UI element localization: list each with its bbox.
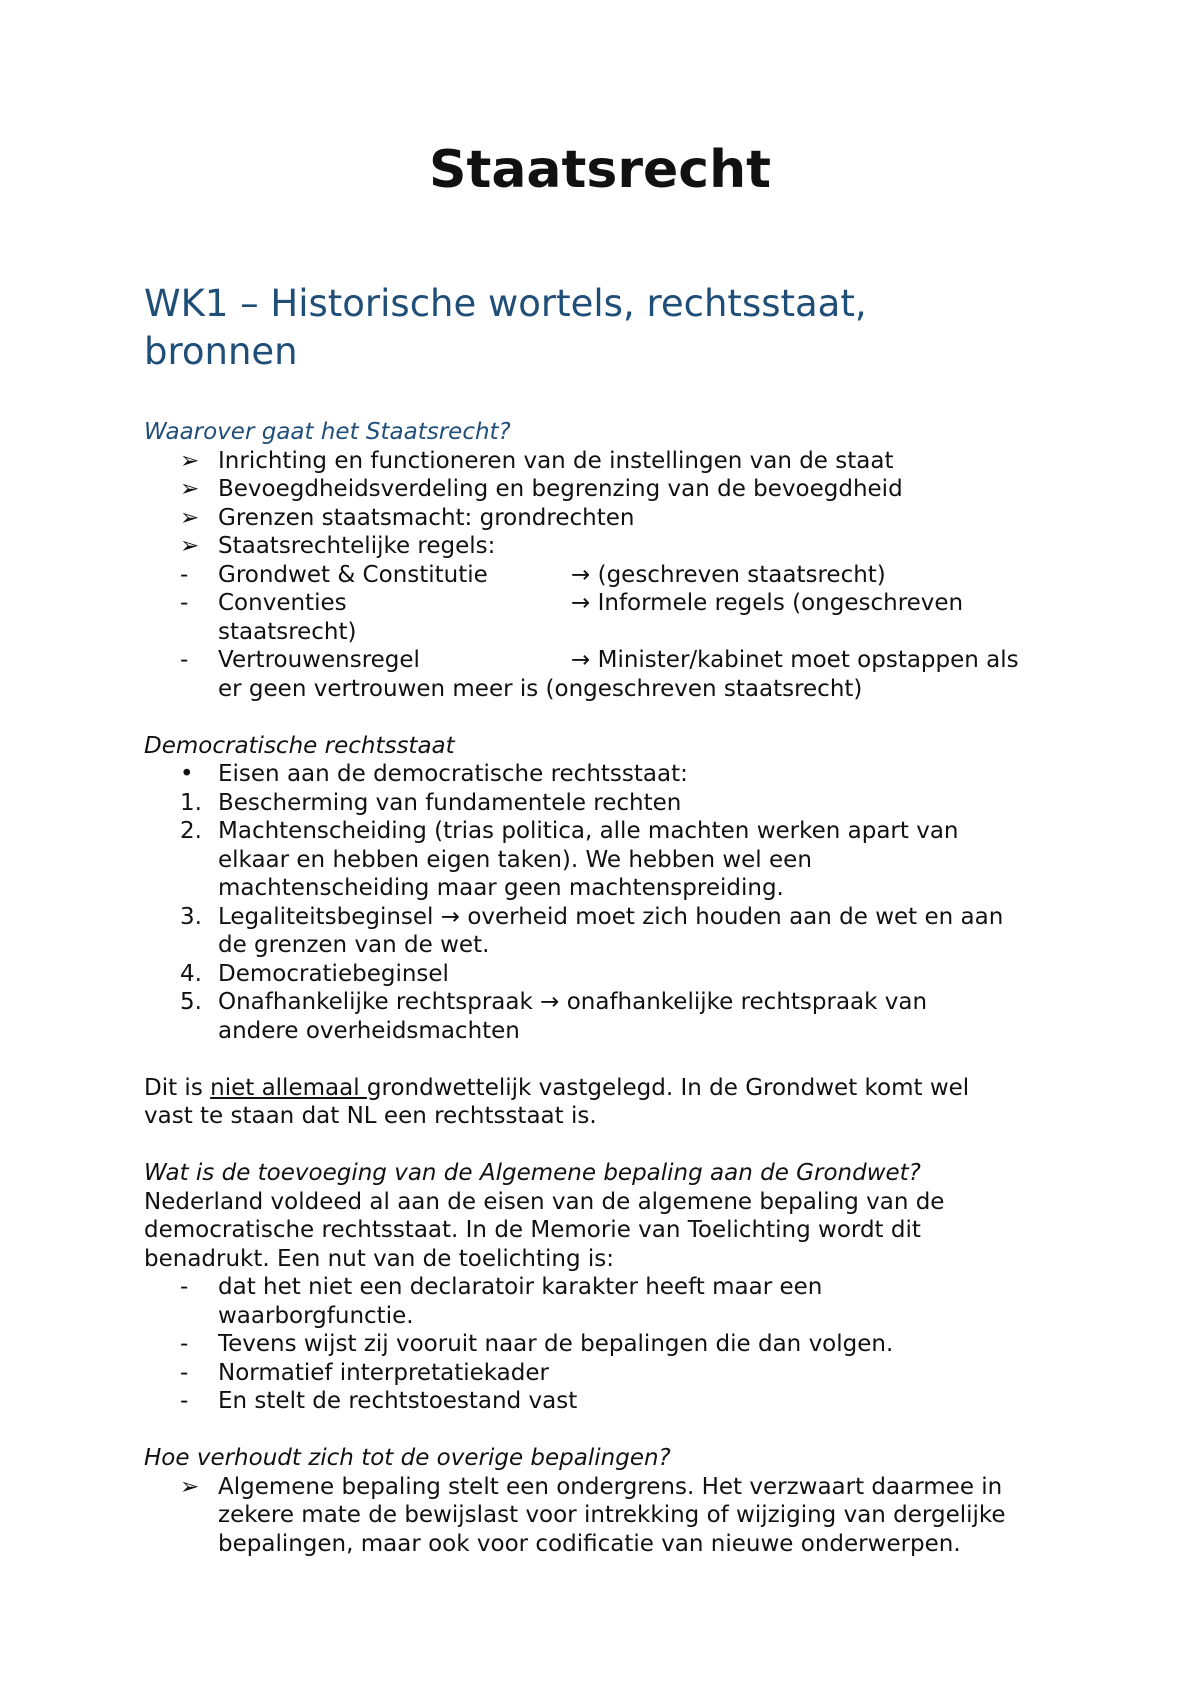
dash-item bbox=[144, 1330, 1064, 1359]
list-item-continuation bbox=[144, 1530, 1064, 1559]
arrow-bullet-icon: ➢ bbox=[180, 533, 200, 559]
dash-item bbox=[144, 1359, 1064, 1388]
numbered-item-text: andere overheidsmachten bbox=[218, 1017, 520, 1044]
numbered-item-text: Bescherming van fundamentele rechten bbox=[218, 789, 682, 816]
list-item-text: Algemene bepaling stelt een ondergrens. Het verzwaart daarmee in bbox=[218, 1473, 1003, 1500]
subheading-waarover: Waarover gaat het Staatsrecht? bbox=[144, 419, 511, 445]
rule-description bbox=[571, 646, 1019, 675]
section-heading bbox=[144, 280, 1044, 376]
rule-name: Conventies bbox=[218, 590, 347, 616]
numbered-item-text: overheid moet zich houden aan de wet en aan bbox=[467, 903, 1004, 930]
list-item-text: Inrichting en functioneren van de instellingen van de staat bbox=[218, 447, 894, 474]
rule-description-text: Minister/kabinet moet opstappen als bbox=[597, 647, 1019, 673]
right-arrow-icon: → bbox=[540, 989, 560, 1015]
numbered-item-text: elkaar en hebben eigen taken). We hebben wel een bbox=[218, 846, 812, 873]
numbered-item-text-wrap bbox=[144, 989, 927, 1015]
item-number: 3. bbox=[180, 903, 202, 930]
numbered-item-text: Onafhankelijke rechtspraak bbox=[218, 989, 533, 1015]
list-item-text: Grenzen staatsmacht: grondrechten bbox=[218, 504, 635, 531]
rule-item bbox=[144, 561, 1064, 590]
underlined-text: niet allemaal bbox=[210, 1074, 367, 1101]
numbered-item bbox=[144, 988, 1064, 1017]
item-number: 5. bbox=[180, 989, 202, 1015]
numbered-item-text: de grenzen van de wet. bbox=[218, 932, 490, 958]
arrow-bullet-icon: ➢ bbox=[180, 504, 200, 531]
dash-item-continuation bbox=[144, 1302, 1064, 1331]
list-item-text: bepalingen, maar ook voor codificatie van nieuwe onderwerpen. bbox=[218, 1530, 961, 1557]
rule-continuation bbox=[144, 675, 1064, 704]
rule-continuation-text: staatsrecht) bbox=[218, 618, 357, 645]
rule-description-text: (geschreven staatsrecht) bbox=[597, 561, 886, 588]
list-item-text: Bevoegdheidsverdeling en begrenzing van de bevoegdheid bbox=[218, 476, 903, 502]
paragraph-line: Nederland voldeed al aan de eisen van de algemene bepaling van de bbox=[144, 1188, 945, 1215]
numbered-item-text: Democratiebeginsel bbox=[218, 960, 449, 987]
dash-marker: - bbox=[180, 1274, 189, 1300]
right-arrow-icon: → bbox=[571, 647, 591, 673]
list-item-text: zekere mate de bewijslast voor intrekking of wijziging van dergelijke bbox=[218, 1502, 1006, 1528]
list-item-continuation bbox=[144, 1501, 1064, 1530]
paragraph-line: vast te staan dat NL een rechtsstaat is. bbox=[144, 1103, 597, 1129]
document-body bbox=[144, 418, 1064, 1558]
subheading-overige-bepalingen: Hoe verhoudt zich tot de overige bepalingen? bbox=[144, 1445, 671, 1471]
dash-item bbox=[144, 1273, 1064, 1302]
rule-continuation bbox=[144, 618, 1064, 647]
list-item bbox=[144, 447, 1064, 476]
right-arrow-icon: → bbox=[440, 903, 461, 930]
list-item bbox=[144, 504, 1064, 533]
list-item-text: Eisen aan de democratische rechtsstaat: bbox=[218, 761, 688, 787]
dash-item-text: En stelt de rechtstoestand vast bbox=[218, 1388, 578, 1414]
section-heading-line-2: bronnen bbox=[144, 330, 298, 373]
numbered-item-text: machtenscheiding maar geen machtenspreiding. bbox=[218, 875, 784, 901]
arrow-bullet-icon: ➢ bbox=[180, 447, 200, 474]
rule-name: Grondwet & Constitutie bbox=[218, 561, 488, 588]
numbered-item bbox=[144, 903, 1064, 932]
dash-marker: - bbox=[180, 647, 189, 673]
numbered-item-text-wrap bbox=[144, 904, 1003, 930]
item-number: 1. bbox=[180, 789, 202, 816]
section-heading-line-1: WK1 – Historische wortels, rechtsstaat, bbox=[144, 282, 867, 325]
rule-item bbox=[144, 646, 1064, 675]
paragraph-line bbox=[144, 1074, 1064, 1103]
subheading-democratische-rechtsstaat: Democratische rechtsstaat bbox=[144, 732, 455, 759]
numbered-item-continuation bbox=[144, 931, 1064, 960]
numbered-item-text: Machtenscheiding (trias politica, alle machten werken apart van bbox=[218, 818, 959, 844]
list-item bbox=[144, 475, 1064, 504]
dash-item-text: Normatief interpretatiekader bbox=[218, 1359, 549, 1386]
document-title: Staatsrecht bbox=[429, 140, 771, 200]
spacer bbox=[144, 1416, 1064, 1445]
rule-description-text: Informele regels (ongeschreven bbox=[597, 590, 964, 616]
item-number: 2. bbox=[180, 818, 202, 844]
dash-marker: - bbox=[180, 1359, 189, 1386]
spacer bbox=[144, 703, 1064, 732]
numbered-item-continuation bbox=[144, 1017, 1064, 1046]
dash-marker: - bbox=[180, 590, 189, 616]
numbered-item bbox=[144, 817, 1064, 846]
numbered-item-text: onafhankelijke rechtspraak van bbox=[566, 989, 928, 1015]
list-item bbox=[144, 1473, 1064, 1502]
item-number: 4. bbox=[180, 960, 202, 987]
list-item bbox=[144, 532, 1064, 561]
dash-marker: - bbox=[180, 1388, 189, 1414]
rule-item bbox=[144, 589, 1064, 618]
paragraph-line: democratische rechtsstaat. In de Memorie van Toelichting wordt dit bbox=[144, 1217, 921, 1243]
paragraph-text: Dit is bbox=[144, 1074, 211, 1101]
right-arrow-icon: → bbox=[571, 561, 591, 588]
arrow-bullet-icon: ➢ bbox=[180, 476, 200, 502]
rule-description bbox=[571, 589, 963, 618]
paragraph-line: benadrukt. Een nut van de toelichting is: bbox=[144, 1245, 614, 1272]
right-arrow-icon: → bbox=[571, 590, 591, 616]
dash-item-text: Tevens wijst zij vooruit naar de bepalingen die dan volgen. bbox=[218, 1331, 894, 1357]
numbered-item-continuation bbox=[144, 874, 1064, 903]
dash-marker: - bbox=[180, 561, 189, 588]
paragraph-text: grondwettelijk vastgelegd. In de Grondwet komt wel bbox=[366, 1074, 970, 1101]
rule-continuation-text: er geen vertrouwen meer is (ongeschreven staatsrecht) bbox=[218, 675, 863, 702]
list-item-text: Staatsrechtelijke regels: bbox=[218, 533, 496, 559]
rule-description bbox=[571, 561, 886, 590]
dash-marker: - bbox=[180, 1331, 189, 1357]
dash-item-text: dat het niet een declaratoir karakter heeft maar een bbox=[218, 1274, 823, 1300]
numbered-item bbox=[144, 789, 1064, 818]
bullet-dot-icon: • bbox=[180, 761, 194, 787]
arrow-bullet-icon: ➢ bbox=[180, 1473, 200, 1500]
spacer bbox=[144, 1045, 1064, 1074]
numbered-item-text: Legaliteitsbeginsel bbox=[218, 903, 434, 930]
spacer bbox=[144, 1131, 1064, 1160]
dash-item bbox=[144, 1387, 1064, 1416]
list-item bbox=[144, 760, 1064, 789]
subheading-toevoeging: Wat is de toevoeging van de Algemene bepaling aan de Grondwet? bbox=[144, 1160, 921, 1186]
numbered-item bbox=[144, 960, 1064, 989]
numbered-item-continuation bbox=[144, 846, 1064, 875]
dash-item-text: waarborgfunctie. bbox=[218, 1302, 414, 1329]
rule-name: Vertrouwensregel bbox=[218, 647, 420, 673]
